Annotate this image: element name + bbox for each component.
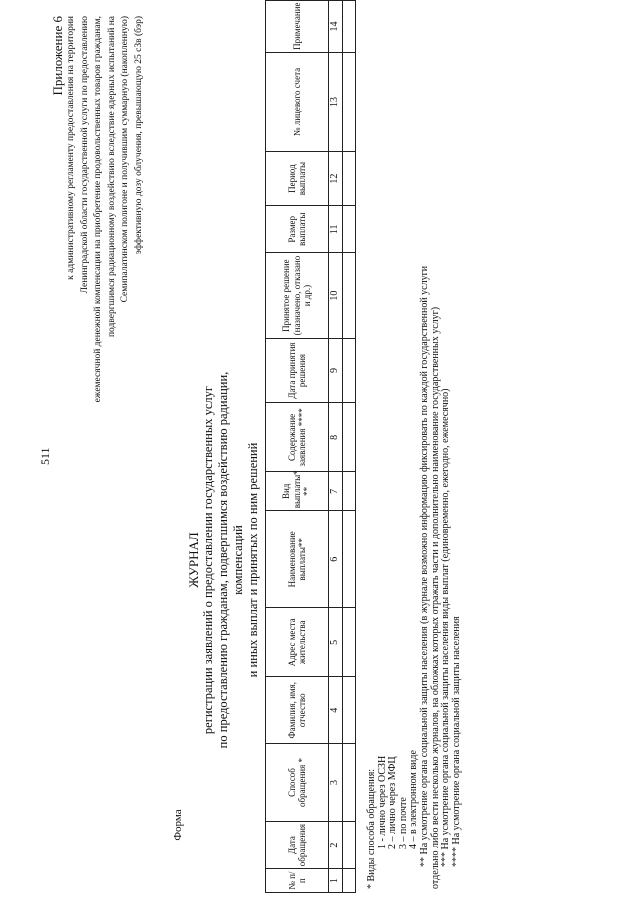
table-cell xyxy=(343,821,356,868)
journal-subtitle-line: по предоставлению гражданам, подвергшимся воздействию радиации, компенсаций xyxy=(216,371,245,749)
table-cell xyxy=(343,152,356,206)
column-number: 11 xyxy=(329,206,343,253)
column-header: Принятое решение (назначено, отказано и др.) xyxy=(266,253,329,338)
column-number: 1 xyxy=(329,869,343,893)
table-cell xyxy=(343,511,356,608)
column-header: Содержание заявления **** xyxy=(266,403,329,472)
footnote-line: ** На усмотрение органа социальной защиты населения (в журнале возможно информацию фиксировать по каждой государственной услуги xyxy=(418,265,430,867)
column-number: 12 xyxy=(329,152,343,206)
table-cell xyxy=(343,253,356,338)
appendix-line: к административному регламенту предоставления на территории xyxy=(66,16,76,280)
column-number: 8 xyxy=(329,403,343,472)
journal-title: ЖУРНАЛ xyxy=(186,532,201,588)
footnote-line: 2 – лично через МФЦ xyxy=(387,756,399,849)
table-cell xyxy=(343,677,356,744)
table-cell xyxy=(343,52,356,151)
page-number: 511 xyxy=(38,447,52,465)
table-cell xyxy=(343,472,356,511)
appendix-line: эффективную дозу облучения, превышающую 25 сЗв (бэр) xyxy=(133,16,144,255)
table-cell xyxy=(343,744,356,822)
appendix-line: ежемесячной денежной компенсации на приобретение продовольственных товаров гражданам, xyxy=(93,16,104,403)
journal-subtitle-line: и иных выплат и принятых по ним решений xyxy=(246,442,260,678)
appendix-line: Семипалатинском полигоне и получившим суммарную (накопленную) xyxy=(120,16,131,303)
table-cell xyxy=(343,206,356,253)
column-number: 4 xyxy=(329,677,343,744)
column-header: Способ обращения * xyxy=(266,744,329,822)
footnote-line: * Виды способа обращения: xyxy=(366,768,377,889)
footnote-line: 3 – по почте xyxy=(397,797,409,849)
column-header: Период выплаты xyxy=(266,152,329,206)
form-label: Форма xyxy=(172,809,184,841)
table-empty-row xyxy=(343,1,356,893)
column-header: Адрес места жительства xyxy=(266,608,329,677)
appendix-line: подвергшимся радиационному воздействию вследствие ядерных испытаний на xyxy=(106,16,117,338)
footnote-line: **** На усмотрение органа социальной защиты населения xyxy=(450,616,462,867)
footnote-line: 4 – в электронном виде xyxy=(408,750,420,849)
column-number: 2 xyxy=(329,821,343,868)
table-cell xyxy=(343,869,356,893)
column-number: 9 xyxy=(329,338,343,403)
column-header: Вид выплаты* ** xyxy=(266,472,329,511)
appendix-title: Приложение 6 xyxy=(50,16,65,96)
column-number: 10 xyxy=(329,253,343,338)
column-number: 3 xyxy=(329,744,343,822)
column-number: 13 xyxy=(329,52,343,151)
footnote-line: 1 - лично через ОСЗН xyxy=(376,755,388,849)
footnote-line: отдельно либо вести несколько журналов, на обложках которых отражать части и дополнительно наименование государственных услуг) xyxy=(429,306,441,889)
footnote-line: *** На усмотрение органа социальной защиты населения виды выплат (единовременно, ежегодно, ежемесячно) xyxy=(440,388,452,867)
journal-table xyxy=(265,0,356,893)
column-header: Наименование выплаты** xyxy=(266,511,329,608)
column-header: Примечание xyxy=(266,1,329,53)
table-cell xyxy=(343,1,356,53)
column-number: 7 xyxy=(329,472,343,511)
column-header: Размер выплаты xyxy=(266,206,329,253)
column-header: Фамилия, имя, отчество xyxy=(266,677,329,744)
appendix-header xyxy=(50,16,147,486)
table-cell xyxy=(343,403,356,472)
table-cell xyxy=(343,608,356,677)
column-header: Дата обращения xyxy=(266,821,329,868)
table-number-row xyxy=(329,1,343,893)
table-cell xyxy=(343,338,356,403)
column-number: 14 xyxy=(329,1,343,53)
column-number: 5 xyxy=(329,608,343,677)
journal-heading xyxy=(186,345,261,775)
table-header-row xyxy=(266,1,329,893)
appendix-line: Ленинградской области государственной услуги по предоставлению xyxy=(79,16,90,294)
column-header: № лицевого счета xyxy=(266,52,329,151)
column-header: Дата принятия решения xyxy=(266,338,329,403)
footnotes xyxy=(367,9,462,889)
column-header: № п/п xyxy=(266,869,329,893)
column-number: 6 xyxy=(329,511,343,608)
journal-subtitle-line: регистрации заявлений о предоставлении государственных услуг xyxy=(201,385,215,735)
